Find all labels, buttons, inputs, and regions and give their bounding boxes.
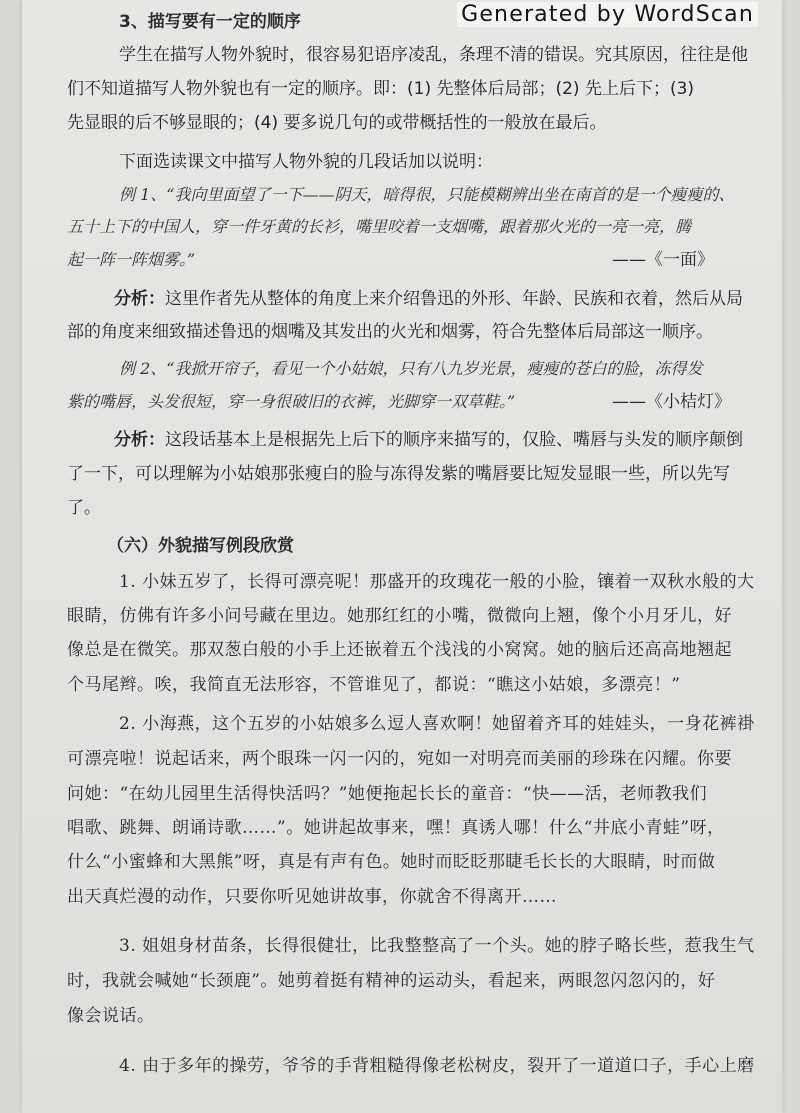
lead-text: 下面选读课文中描写人物外貌的几段话加以说明：: [119, 152, 493, 172]
passage-1-line: 眼睛，仿佛有许多小问号藏在里边。她那红红的小嘴，微微向上翘，像个小月牙儿，好: [67, 606, 732, 626]
analysis-1: [114, 288, 743, 310]
document-page: [22, 0, 782, 1113]
analysis-1-line: 部的角度来细致描述鲁迅的烟嘴及其发出的火光和烟雾，符合先整体后局部这一顺序。: [67, 322, 713, 342]
passage-2-line: 出天真烂漫的动作，只要你听见她讲故事，你就舍不得离开……: [67, 887, 557, 907]
analysis-text: 这段话基本上是根据先上后下的顺序来描写的，仅脸、嘴唇与头发的顺序颠倒: [165, 430, 743, 450]
analysis-label: 分析：: [114, 289, 165, 309]
watermark: Generated by WordScan: [457, 2, 758, 27]
passage-2-line: 唱歌、跳舞、朗诵诗歌……”。她讲起故事来，嘿！真诱人哪！什么“井底小青蛙”呀，: [67, 818, 725, 838]
passage-2-line: 可漂亮啦！说起话来，两个眼珠一闪一闪的，宛如一对明亮而美丽的珍珠在闪耀。你要: [67, 749, 732, 769]
intro-line: 学生在描写人物外貌时，很容易犯语序凌乱，条理不清的错误。究其原因，往往是他: [119, 45, 748, 65]
passage-2-line: 问她：“在幼儿园里生活得快活吗？”她便拖起长长的童音：“快——活，老师教我们: [67, 784, 708, 804]
analysis-text: 这里作者先从整体的角度上来介绍鲁迅的外形、年龄、民族和衣着，然后从局: [165, 289, 743, 309]
intro-line: 先显眼的后不够显眼的；(4) 要多说几句的或带概括性的一般放在最后。: [67, 113, 607, 133]
example-2-source: ——《小桔灯》: [612, 392, 731, 412]
analysis-label: 分析：: [114, 430, 165, 450]
passage-3-line: 3. 姐姐身材苗条，长得很健壮，比我整整高了一个头。她的脖子略长些，惹我生气: [119, 936, 755, 956]
analysis-2-line: 了。: [67, 498, 101, 518]
example-2-line: 紫的嘴唇，头发很短，穿一身很破旧的衣裤，光脚穿一双草鞋。”: [67, 392, 516, 411]
analysis-2-line: 了一下，可以理解为小姑娘那张瘦白的脸与冻得发紫的嘴唇要比短发显眼一些，所以先写: [67, 464, 730, 484]
intro-line: 们不知道描写人物外貌也有一定的顺序。即：(1) 先整体后局部；(2) 先上后下；(3): [67, 79, 695, 99]
analysis-2: [114, 429, 743, 451]
passage-4-line: 4. 由于多年的操劳，爷爷的手背粗糙得像老松树皮，裂开了一道道口子，手心上磨: [119, 1056, 755, 1076]
passage-1-line: 个马尾辫。唉，我简直无法形容，不管谁见了，都说：“瞧这小姑娘，多漂亮！”: [67, 675, 681, 695]
passage-2-line: 什么“小蜜蜂和大黑熊”呀，真是有声有色。她时而眨眨那睫毛长长的大眼睛，时而做: [67, 852, 716, 872]
example-1-line: 起一阵一阵烟雾。”: [67, 250, 196, 269]
section-6-heading: （六）外貌描写例段欣赏: [107, 536, 294, 556]
passage-1-line: 像总是在微笑。那双葱白般的小手上还嵌着五个浅浅的小窝窝。她的脑后还高高地翘起: [67, 640, 732, 660]
passage-2-line: 2. 小海燕，这个五岁的小姑娘多么逗人喜欢啊！她留着齐耳的娃娃头，一身花裤褂: [119, 714, 755, 734]
section-3-heading: 3、描写要有一定的顺序: [119, 12, 301, 32]
example-2-line: 例 2、“我掀开帘子，看见一个小姑娘，只有八九岁光景，瘦瘦的苍白的脸，冻得发: [119, 359, 703, 378]
passage-3-line: 像会说话。: [67, 1006, 155, 1026]
example-1-line: 五十上下的中国人，穿一件牙黄的长衫，嘴里咬着一支烟嘴，跟着那火光的一亮一亮，腾: [67, 217, 692, 236]
example-1-line: 例 1、“我向里面望了一下——阴天，暗得很，只能模糊辨出坐在南首的是一个瘦瘦的、: [119, 185, 735, 204]
passage-3-line: 时，我就会喊她“长颈鹿”。她剪着挺有精神的运动头，看起来，两眼忽闪忽闪的，好: [67, 971, 716, 991]
example-1-source: ——《一面》: [612, 250, 714, 270]
passage-1-line: 1. 小妹五岁了，长得可漂亮呢！那盛开的玫瑰花一般的小脸，镶着一双秋水般的大: [119, 572, 755, 592]
